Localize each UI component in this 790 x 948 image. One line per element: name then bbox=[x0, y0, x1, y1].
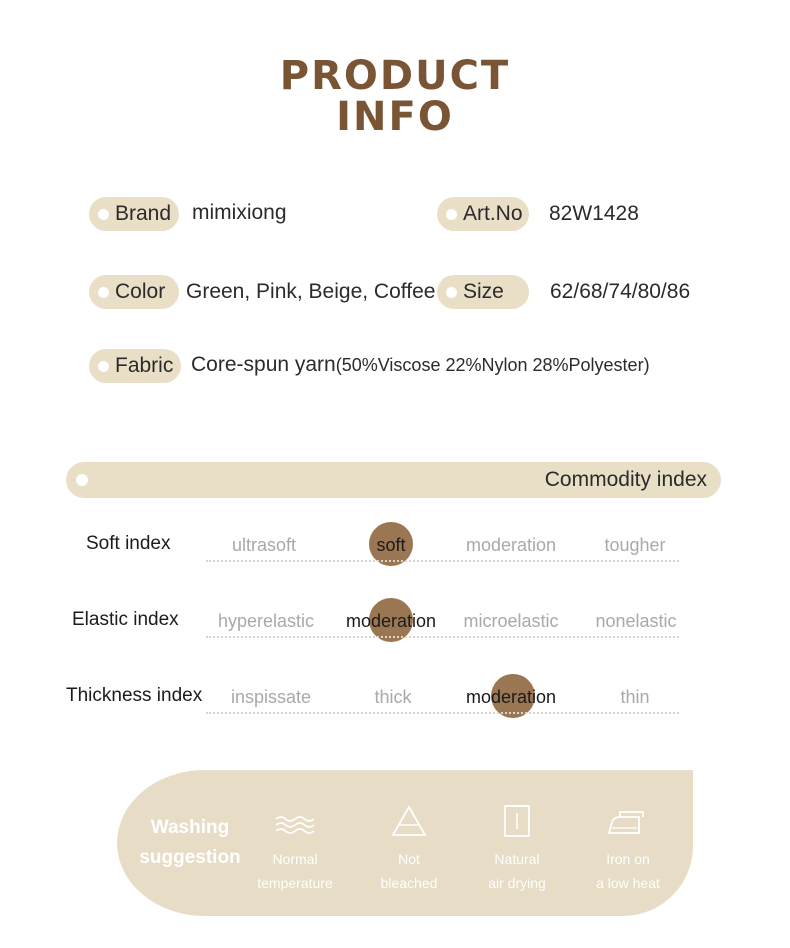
triangle-icon bbox=[390, 804, 428, 838]
wash-text-line-2: air drying bbox=[488, 875, 546, 891]
wash-text-line-1: Not bbox=[398, 851, 420, 867]
brand-pill bbox=[89, 197, 179, 231]
index-option-selected: moderation bbox=[465, 687, 557, 707]
index-option: thin bbox=[620, 687, 650, 707]
size-value: 62/68/74/80/86 bbox=[550, 280, 691, 303]
color-label: Color bbox=[115, 280, 166, 303]
size-pill bbox=[437, 275, 529, 309]
fabric-label: Fabric bbox=[115, 354, 174, 377]
index-option: thick bbox=[374, 687, 412, 707]
color-pill bbox=[89, 275, 179, 309]
index-option: hyperelastic bbox=[217, 611, 315, 631]
pill-dot bbox=[98, 361, 109, 372]
wash-text-line-1: Normal bbox=[272, 851, 318, 867]
index-option: tougher bbox=[604, 535, 666, 555]
elastic-index-label: Elastic index bbox=[72, 609, 179, 630]
page-title-line-2: INFO bbox=[336, 94, 454, 140]
pill-dot bbox=[98, 287, 109, 298]
index-option: moderation bbox=[465, 535, 557, 555]
fabric-value-detail: (50%Viscose 22%Nylon 28%Polyester) bbox=[335, 355, 650, 375]
brand-label: Brand bbox=[115, 202, 172, 225]
index-option-selected: soft bbox=[376, 535, 406, 555]
brand-value: mimixiong bbox=[192, 201, 287, 224]
washing-title-line-2: suggestion bbox=[139, 847, 241, 868]
size-label: Size bbox=[463, 280, 504, 303]
drying-frame-icon bbox=[503, 804, 531, 838]
index-option-selected: moderation bbox=[345, 611, 437, 631]
water-waves-icon bbox=[274, 814, 316, 836]
dotted-line bbox=[206, 636, 679, 638]
dotted-line bbox=[206, 712, 679, 714]
wash-text-line-1: Iron on bbox=[606, 851, 650, 867]
washing-title bbox=[130, 813, 250, 873]
pill-dot bbox=[98, 209, 109, 220]
wash-text-iron-low-heat bbox=[573, 847, 683, 895]
artno-pill bbox=[437, 197, 529, 231]
fabric-pill bbox=[89, 349, 181, 383]
index-option: microelastic bbox=[463, 611, 559, 631]
artno-label: Art.No bbox=[463, 202, 523, 225]
thickness-index-label: Thickness index bbox=[66, 685, 203, 706]
washing-title-line-1: Washing bbox=[150, 817, 230, 838]
pill-dot bbox=[446, 287, 457, 298]
fabric-value-main: Core-spun yarn bbox=[191, 353, 336, 376]
soft-index-label: Soft index bbox=[86, 533, 171, 554]
wash-text-natural-air-drying bbox=[462, 847, 572, 895]
dotted-line bbox=[206, 560, 679, 562]
artno-value: 82W1428 bbox=[549, 202, 639, 225]
bar-dot bbox=[76, 474, 88, 486]
color-value: Green, Pink, Beige, Coffee bbox=[186, 280, 436, 303]
wash-text-line-2: a low heat bbox=[596, 875, 660, 891]
page-title-line-1: PRODUCT bbox=[279, 53, 511, 99]
pill-dot bbox=[446, 209, 457, 220]
wash-text-normal-temperature bbox=[240, 847, 350, 895]
wash-text-line-2: bleached bbox=[380, 875, 438, 891]
iron-icon bbox=[606, 808, 646, 838]
commodity-index-bar bbox=[66, 462, 721, 498]
wash-text-line-2: temperature bbox=[257, 875, 333, 891]
index-option: ultrasoft bbox=[231, 535, 297, 555]
wash-text-not-bleached bbox=[354, 847, 464, 895]
index-option: inspissate bbox=[230, 687, 312, 707]
wash-text-line-1: Natural bbox=[494, 851, 540, 867]
fabric-value bbox=[191, 348, 650, 382]
index-option: nonelastic bbox=[595, 611, 677, 631]
commodity-index-title: Commodity index bbox=[544, 468, 707, 491]
